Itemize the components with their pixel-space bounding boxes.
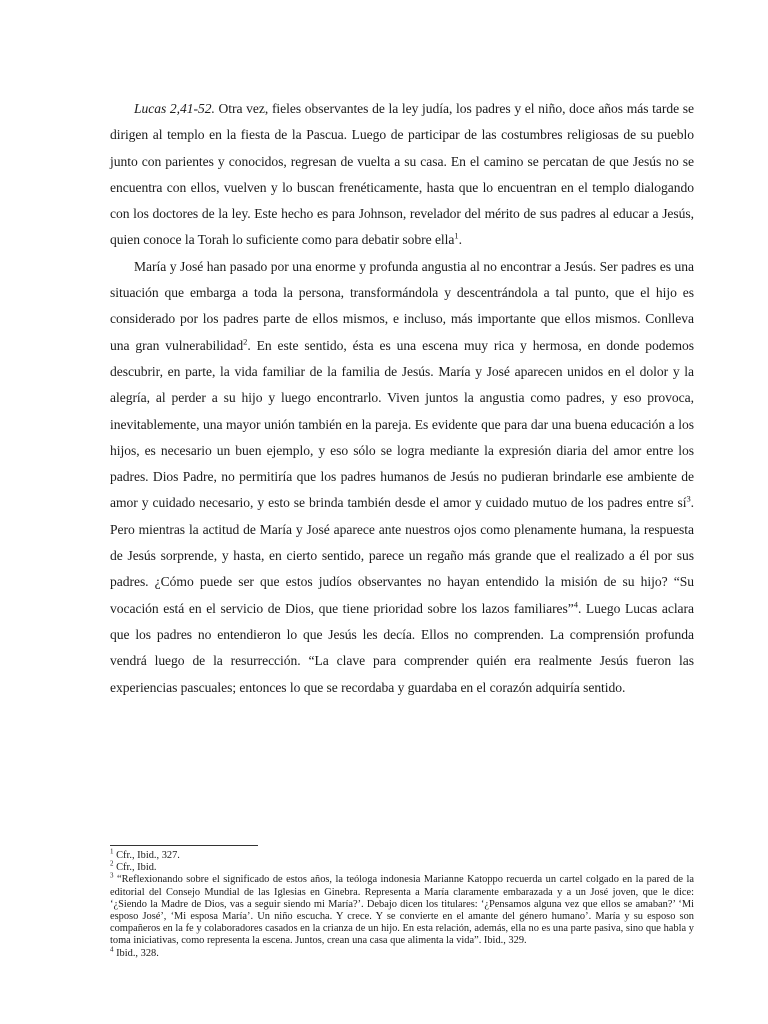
footnote-separator [110,845,258,846]
footnote-ref-2[interactable]: 2 [243,336,248,347]
paragraph-2-text-c: . Pero mientras la actitud de María y José aparece ante nuestros ojos como plenamente humana, la respuesta de Jesús sorprende, y hasta, en cierto sentido, parece un regaño más grande que el realizado a él por sus padres. ¿Cómo puede ser que estos judíos observantes no hayan entendido la misión de su hijo? “Su vocación está en el servicio de Dios, que tiene prioridad sobre los lazos familiares” [110,495,694,616]
footnote-3 [110,871,694,947]
footnote-2 [110,859,694,874]
paragraph-2 [110,254,694,701]
footnote-text: “Reflexionando sobre el significado de estos años, la teóloga indonesia Marianne Katoppo recuerda un cartel colgado en la pared de la editorial del Consejo Mundial de las Iglesias en Ginebra. Representa a María claramente embarazada y a un José joven, que le dice: ‘¿Siendo la Madre de Dios, vas a seguir siendo mi María?’. Debajo dicen los titulares: ‘¿Pensamos alguna vez que ellos se amaban?’ ‘Mi esposo José’, ‘Mi esposa María’. Un niño escucha. Y crece. Y se convierte en el amante del género humano’. María y su esposo son compañeros en la fe y colaboradores casados en la crianza de un hijo. En esta relación, además, ella no es una parte pasiva, sino que habla y toma iniciativas, como representa la escena. Juntos, crean una casa que alimenta la vida”. Ibid., 329. [110,874,694,947]
paragraph-1-text-b: . [458,232,462,248]
footnote-ref-4[interactable]: 4 [573,599,578,610]
paragraph-1-text-a: Otra vez, fieles observantes de la ley judía, los padres y el niño, doce años más tarde se dirigen al templo en la fiesta de la Pascua. Luego de participar de las costumbres religiosas de su pueblo junto con parientes y conocidos, regresan de vuelta a su casa. En el camino se percatan de que Jesús no se encuentra con ellos, vuelven y lo buscan frenéticamente, hasta que lo encuentran en el templo dialogando con los doctores de la ley. Este hecho es para Johnson, revelador del mérito de sus padres al educar a Jesús, quien conoce la Torah lo suficiente como para debatir sobre ella [110,101,695,248]
footnote-number: 3 [110,871,114,880]
paragraph-1 [110,96,694,254]
footnote-ref-1[interactable]: 1 [454,230,459,241]
footnote-4 [110,945,694,960]
footnote-ref-3[interactable]: 3 [686,493,691,504]
body-text [110,96,694,701]
footnote-number: 1 [110,847,114,856]
footnote-text: Ibid., 328. [113,947,159,959]
footnote-number: 4 [110,945,114,954]
footnote-text: Cfr., Ibid., 327. [113,850,180,861]
footnote-1 [110,847,694,862]
paragraph-2-text-b: . En este sentido, ésta es una escena muy rica y hermosa, en donde podemos descubrir, en parte, la vida familiar de la familia de Jesús. María y José aparecen unidos en el dolor y la alegría, al perder a su hijo y luego encontrarlo. Viven juntos la angustia como padres, y eso provoca, inevitablemente, una mayor unión también en la pareja. Es evidente que para dar una buena educación a los hijos, es necesario un buen ejemplo, y eso sólo se logra mediante la expresión diaria del amor entre los padres. Dios Padre, no permitiría que los padres humanos de Jesús no pudieran brindarle ese ambiente de amor y cuidado necesario, y esto se brinda también desde el amor y cuidado mutuo de los padres entre sí [110,337,694,511]
paragraph-2-text-d: . Luego Lucas aclara que los padres no entendieron lo que Jesús les decía. Ellos no comprenden. La comprensión profunda vendrá luego de la resurrección. “La clave para comprender quién era realmente Jesús fueron las experiencias pascuales; entonces lo que se recordaba y guardaba en el corazón adquiría sentido. [110,600,694,695]
citation: Lucas 2,41-52. [134,101,215,116]
paragraph-2-text-a: María y José han pasado por una enorme y profunda angustia al no encontrar a Jesús. Ser padres es una situación que embarga a toda la persona, transformándola y descentrándola a tal punto, que el hijo es considerado por los padres parte de ellos mismos, e incluso, más importante que ellos mismos. Conlleva una gran vulnerabilidad [110,258,694,353]
footnote-number: 2 [110,859,114,868]
footnote-text: Cfr., Ibid. [113,862,157,874]
footnotes [110,847,694,960]
